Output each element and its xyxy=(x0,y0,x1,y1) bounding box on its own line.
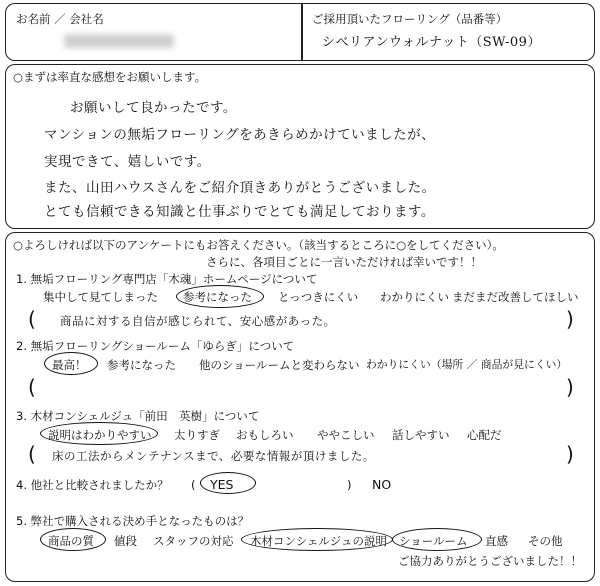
q2-label: 2. 無垢フローリングショールーム「ゆらぎ」について xyxy=(16,339,295,353)
q1-comment: 商品に対する自信が感じられて、安心感があった。 xyxy=(60,314,336,328)
q2-option-1: 最高！ xyxy=(52,358,87,372)
q3-option-5: 話しやすい xyxy=(392,428,450,442)
q2-paren-close: ) xyxy=(566,375,574,399)
q3-paren-open: ( xyxy=(28,442,36,466)
impression-line-3: 実現できて、嬉しいです。 xyxy=(44,154,211,170)
q5-option-6: 直感 xyxy=(485,534,508,548)
name-label: お名前 ／ 会社名 xyxy=(16,12,104,26)
q5-option-7: その他 xyxy=(528,534,563,548)
impression-line-4: また、山田ハウスさんをご紹介頂きありがとうございました。 xyxy=(44,180,436,196)
q1-option-5: まだまだ改善してほしい xyxy=(452,290,579,304)
q1-option-4: わかりにくい xyxy=(380,290,449,304)
q5-circle-1 xyxy=(40,528,106,551)
q2-option-3: 他のショールームと変わらない xyxy=(199,358,360,372)
q1-selected-circle xyxy=(176,285,264,308)
q1-paren-close: ) xyxy=(566,307,574,331)
header-divider xyxy=(301,4,303,60)
q5-option-2: 値段 xyxy=(114,534,137,548)
q4-yes: YES xyxy=(210,477,234,492)
q1-option-2: 参考になった xyxy=(183,290,252,304)
impressions-prompt: ○まずは率直な感想をお願いします。 xyxy=(13,70,207,84)
q3-label: 3. 木材コンシェルジュ「前田 英樹」について xyxy=(16,409,260,423)
flooring-value: シベリアンウォルナット（SW-09） xyxy=(322,35,541,50)
redacted-name xyxy=(64,34,174,48)
q3-selected-circle xyxy=(40,422,158,445)
flooring-label: ご採用頂いたフローリング（品番等） xyxy=(312,12,508,26)
q4-paren-open: ( xyxy=(191,478,196,492)
q3-option-4: ややこしい xyxy=(317,428,375,442)
q4-label: 4. 他社と比較されましたか？ xyxy=(16,478,169,492)
q3-option-3: おもしろい xyxy=(236,428,294,442)
q5-option-1: 商品の質 xyxy=(48,534,94,548)
q5-option-4: 木材コンシェルジュの説明 xyxy=(250,534,387,548)
q1-option-1: 集中して見てしまった xyxy=(43,290,158,304)
survey-intro: ○よろしければ以下のアンケートにもお答えください。（該当するところに○をしてください）。 xyxy=(13,238,504,252)
q4-selected-circle xyxy=(200,472,256,494)
impression-line-2: マンションの無垢フローリングをあきらめかけていましたが、 xyxy=(44,127,436,143)
survey-intro-2: さらに、各項目ごとに一言いただければ幸いです！！ xyxy=(206,255,482,269)
q2-selected-circle xyxy=(44,352,98,375)
q5-label: 5. 弊社で購入される決め手となったものは？ xyxy=(16,514,250,528)
thanks-message: ご協力ありがとうございました！！ xyxy=(398,554,582,568)
q3-option-1: 説明はわかりやすい xyxy=(48,428,152,442)
q4-no: NO xyxy=(372,477,392,492)
impression-line-1: お願いして良かったです。 xyxy=(70,100,237,116)
q5-circle-2 xyxy=(241,528,393,551)
q2-option-4: わかりにくい（場所 ／ 商品が見にくい） xyxy=(366,358,568,371)
q1-paren-open: ( xyxy=(28,307,36,331)
q3-option-2: 太りすぎ xyxy=(174,428,220,442)
q4-paren-close: ) xyxy=(347,478,352,492)
impression-line-5: とても信頼できる知識と仕事ぶりでとても満足しております。 xyxy=(44,204,435,220)
q3-paren-close: ) xyxy=(566,442,574,466)
q1-label: 1. 無垢フローリング専門店「木魂」ホームページについて xyxy=(16,272,318,286)
q5-circle-3 xyxy=(392,528,482,551)
q1-option-3: とっつきにくい xyxy=(278,290,359,304)
q5-option-5: ショールーム xyxy=(399,534,468,548)
q2-paren-open: ( xyxy=(28,375,36,399)
q5-option-3: スタッフの対応 xyxy=(153,534,234,548)
q3-comment: 床の工法からメンテナンスまで、必要な情報が頂けました。 xyxy=(52,449,375,463)
q3-option-6: 心配だ xyxy=(467,428,502,442)
q2-option-2: 参考になった xyxy=(107,358,176,372)
